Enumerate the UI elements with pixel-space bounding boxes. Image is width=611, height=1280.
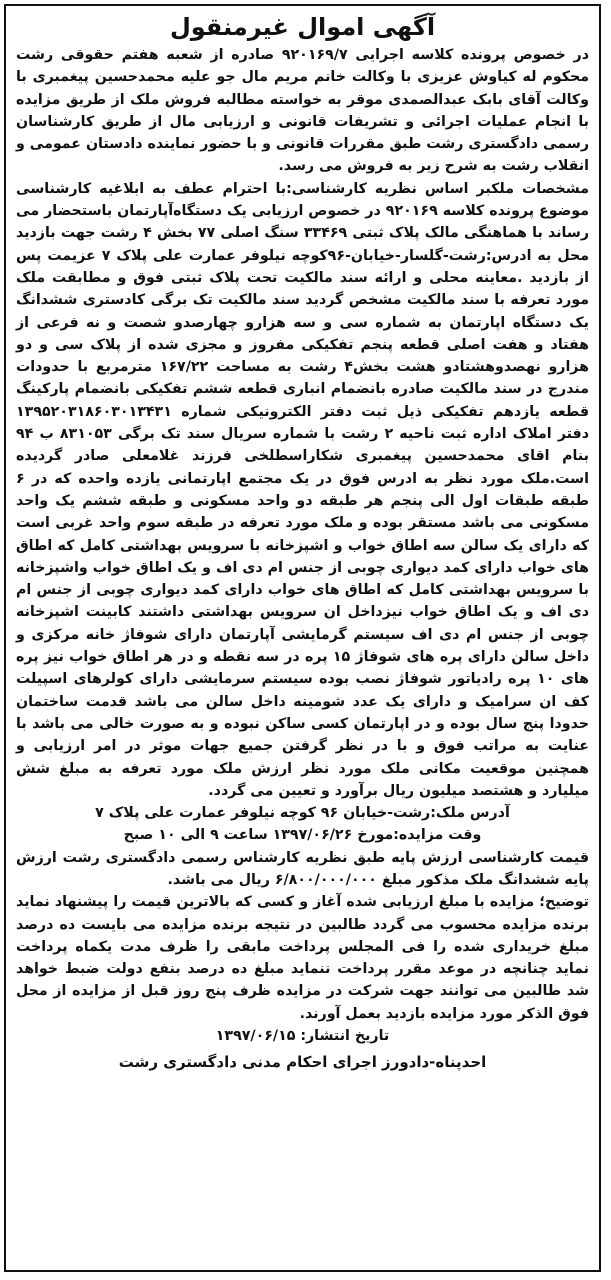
explanation-paragraph: توضیح؛ مزایده با مبلغ ارزیابی شده آغاز و کسی که بالاترین قیمت را پیشنهاد نماید برنده مزایده محسوب می گردد طالبین در نتیجه برنده مزایده می بایست ده درصد مبلغ خریداری شده را فی المجلس پرداخت مابقی را ظرف مدت یکماه پرداخت نماید چنانچه در موعد مقرر پرداخت ننماید مبلغ ده درصد بنفع دولت ضبط خواهد شد طالبین می توانند جهت شرکت در مزایده ظرف پنج روز قبل از مزایده از محل فوق الذکر مورد مزایده بازدید بعمل آورند. (16, 894, 589, 1022)
base-price-paragraph: قیمت کارشناسی ارزش پایه طبق نظریه کارشناس رسمی دادگستری رشت ارزش پایه ششدانگ ملک مذکور مبلغ ۶/۸۰۰/۰۰۰/۰۰۰ ریال می باشد. (16, 849, 589, 888)
legal-notice (4, 4, 601, 1272)
auction-time: وقت مزایده:مورخ ۱۳۹۷/۰۶/۲۶ ساعت ۹ الی ۱۰ صبح (123, 827, 482, 844)
property-address: آدرس ملک:رشت-خیابان ۹۶ کوچه نیلوفر عمارت علی پلاک ۷ (95, 805, 510, 822)
intro-paragraph: در خصوص پرونده کلاسه اجرایی ۹۲۰۱۶۹/۷ صادره از شعبه هفتم حقوقی رشت محکوم له کیاوش عزیزی با وکالت خانم مریم مال جو علیه محمدحسین پیغمبری با وکالت آقای بابک عبدالصمدی موقر به خواسته مطالبه فروش ملک از طریق مزایده با انجام عملیات اجرائی و تشریفات قانونی و ارزیابی مال از طریق کارشناسان رسمی دادگستری رشت طبق مقررات قانونی و با حضور نماینده دادستان عمومی و انقلاب رشت به شرح زیر به فروش می رسد. (16, 47, 589, 175)
notice-title: آگهی اموال غیرمنقول (169, 13, 436, 41)
signature: احدپناه-دادورز اجرای احکام مدنی دادگستری رشت (118, 1053, 487, 1072)
property-specs-paragraph: مشخصات ملکبر اساس نظریه کارشناسی:با احترام عطف به ابلاغیه کارشناسی موضوع پرونده کلاسه ۹۲۰۱۶۹ در خصوص ارزیابی یک دستگاه‌آپارتمان باستحضار می رساند با هماهنگی مالک پلاک ثبتی ۳۳۴۶۹ سنگ اصلی ۷۷ بخش ۴ رشت جهت بازدید محل به ادرس:رشت-گلسار-خیابان-۹۶کوچه نیلوفر عمارت علی پلاک ۷ عزیمت پس از بازدید .معاینه محلی و ارائه سند مالکیت تحت پلاک ثبتی فوق و مطابقت ملک مورد تعرفه با سند مالکیت مشخص گردید سند مالکیت تک برگی کادستری ششدانگ یک دستگاه اپارتمان به شماره سی و سه هزارو چهارصدو شصت و نه فرعی از هفتاد و هفت اصلی قطعه پنجم تفکیکی مفروز و مجزی شده از پلاک سی و دو هزارو نهصدوهشتادو هشت بخش۴ رشت به مساحت ۱۶۷/۲۲ مترمربع با حدودات مندرج در سند مالکیت صادره بانضمام انباری قطعه ششم تفکیکی بانضمام پارکینگ قطعه یازدهم تفکیکی ذیل ثبت دفتر الکترونیکی شماره ۱۳۹۵۲۰۳۱۸۶۰۳۰۱۳۴۳۱ دفتر املاک اداره ثبت ناحیه ۲ رشت با شماره سریال سند تک برگی ۸۳۱۰۵۳ ب ۹۴ بنام اقای محمدحسین پیغمبری شکاراسطلخی فرزند غلامعلی صادر گردیده است.ملک مورد نظر به ادرس فوق در یک مجتمع اپارتمانی یازده واحده که در ۶ طبقه طبقات اول الی پنجم هر طبقه دو واحد مسکونی و طبقه ششم یک واحد مسکونی می باشد مستقر بوده و ملک مورد تعرفه در طبقه سوم واحد غربی است که دارای یک سالن سه اطاق خواب و اشپزخانه با سرویس بهداشتی کامل که اطاق های خواب دارای کمد دیواری چوبی از جنس ام دی اف و یک اطاق خواب واشپزخانه با سرویس بهداشتی کامل که اطاق های خواب دارای کمد دیواری چوبی از جنس ام دی اف و یک اطاق خواب نیزداخل ان سرویس بهداشتی داشتند کابینت اشپزخانه چوبی از جنس ام دی اف سیستم گرمایشی آپارتمان دارای شوفاژ خانه مرکزی و داخل سالن دارای پره های شوفاژ ۱۵ پره در سه نقطه و در هر اطاق خواب نیز پره های ۱۰ پره رادیاتور شوفاژ نصب بوده سیستم سرمایشی دارای کولرهای اسپیلت کف ان سرامیک و دارای یک عدد شومینه داخل سالن می باشد قدمت ساختمان حدودا پنج سال بوده و در اپارتمان کسی ساکن نبوده و به صورت خالی می باشد با عنایت به مراتب فوق و با در نظر گرفتن جمیع جهات موثر در امر ارزیابی و همچنین موقعیت مکانی ملک مورد نظر ارزش ملک مورد تعرفه به مبلغ شش میلیارد و هشتصد میلیون ریال برآورد و تعیین می گردد. (16, 180, 590, 799)
publish-date: تاریخ انتشار: ۱۳۹۷/۰۶/۱۵ (215, 1028, 390, 1045)
